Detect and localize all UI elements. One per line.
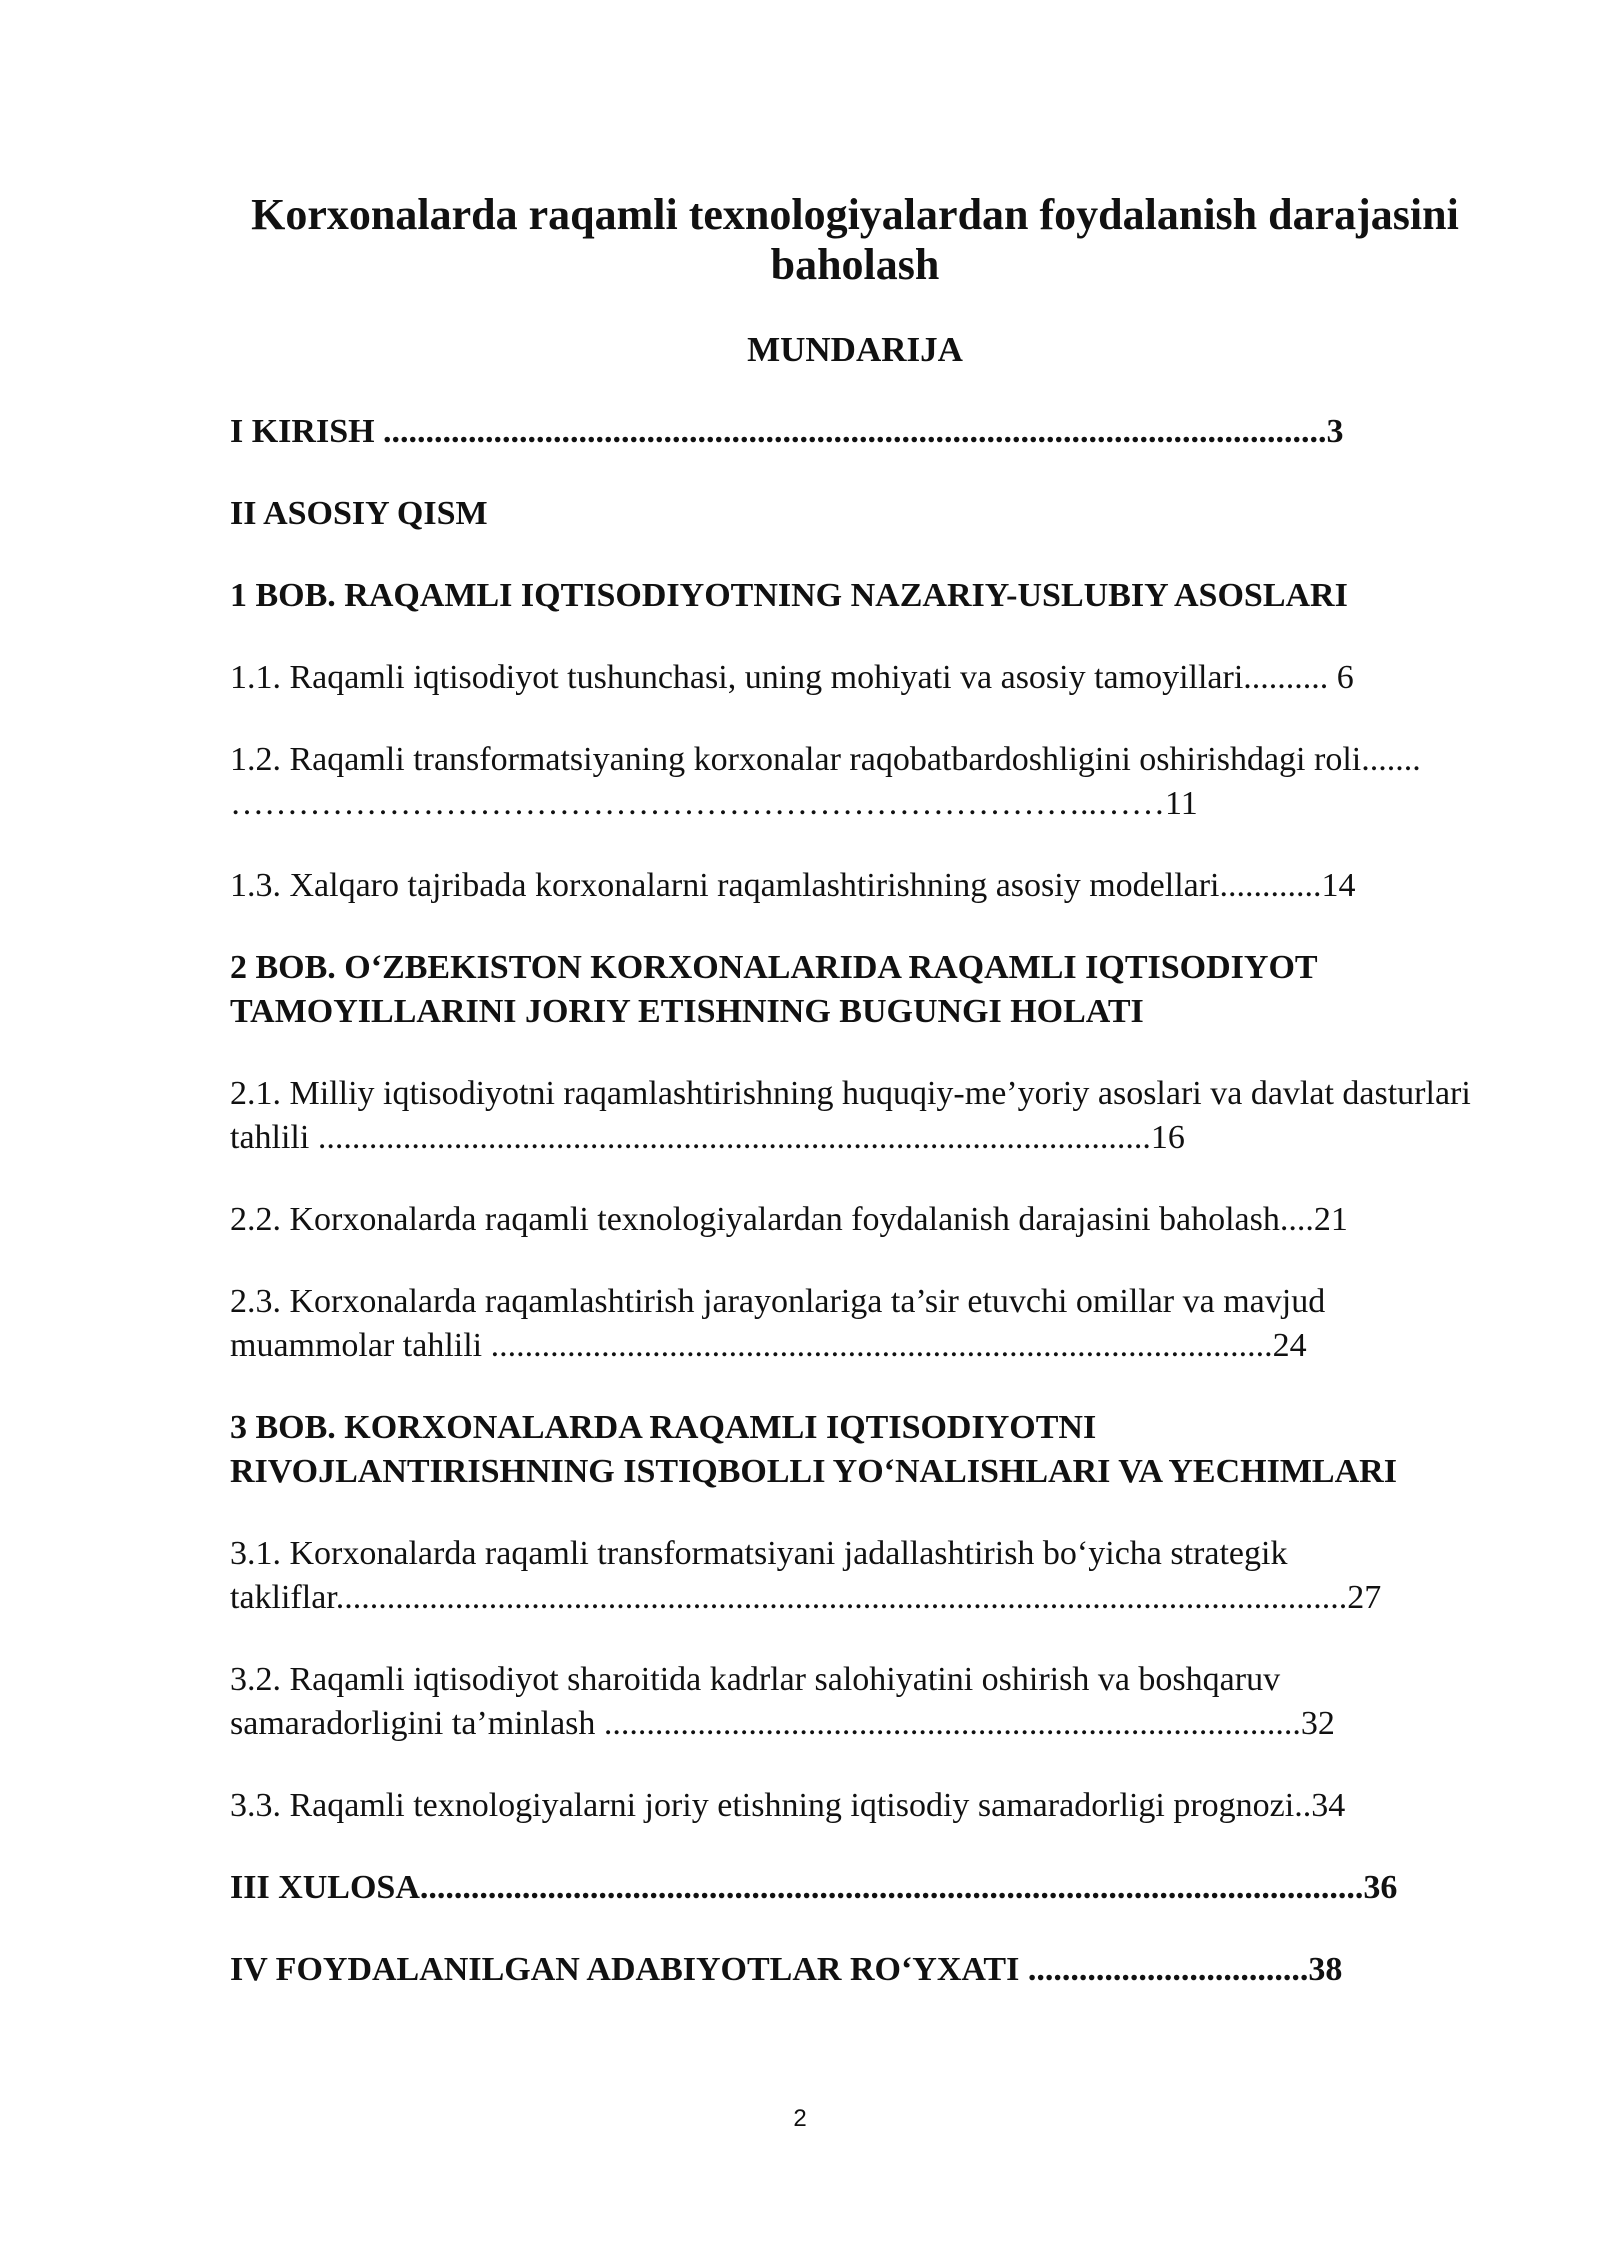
toc-section-1-3: 1.3. Xalqaro tajribada korxonalarni raqamlashtirishning asosiy modellari............14	[230, 867, 1356, 904]
toc-chapter-1: 1 BOB. RAQAMLI IQTISODIYOTNING NAZARIY-USLUBIY ASOSLARI	[230, 577, 1348, 614]
table-of-contents	[230, 410, 1480, 1992]
document-page	[230, 190, 1480, 2030]
document-title: Korxonalarda raqamli texnologiyalardan foydalanish darajasini baholash	[251, 190, 1459, 289]
toc-section-1-1: 1.1. Raqamli iqtisodiyot tushunchasi, uning mohiyati va asosiy tamoyillari.......... 6	[230, 659, 1354, 696]
toc-section-2-1: 2.1. Milliy iqtisodiyotni raqamlashtirishning huquqiy-me’yoriy asoslari va davlat dasturlari tahlili ..................................................................................................16	[230, 1075, 1471, 1156]
toc-entry-asosiy-qism: II ASOSIY QISM	[230, 495, 488, 532]
toc-section-3-2: 3.2. Raqamli iqtisodiyot sharoitida kadrlar salohiyatini oshirish va boshqaruv samaradorligini ta’minlash ..................................................................................32	[230, 1661, 1335, 1742]
toc-heading: MUNDARIJA	[747, 330, 963, 369]
toc-entry-xulosa: III XULOSA...............................................................................................................36	[230, 1869, 1398, 1906]
toc-section-2-2: 2.2. Korxonalarda raqamli texnologiyalardan foydalanish darajasini baholash....21	[230, 1201, 1348, 1238]
toc-chapter-2: 2 BOB. O‘ZBEKISTON KORXONALARIDA RAQAMLI IQTISODIYOT TAMOYILLARINI JORIY ETISHNING BUGUNGI HOLATI	[230, 949, 1317, 1030]
page-number: 2	[793, 2105, 807, 2132]
toc-chapter-3: 3 BOB. KORXONALARDA RAQAMLI IQTISODIYOTNI RIVOJLANTIRISHNING ISTIQBOLLI YO‘NALISHLARI VA YECHIMLARI	[230, 1409, 1397, 1490]
toc-entry-adabiyotlar: IV FOYDALANILGAN ADABIYOTLAR RO‘YXATI .................................38	[230, 1951, 1343, 1988]
toc-section-1-2: 1.2. Raqamli transformatsiyaning korxonalar raqobatbardoshligini oshirishdagi roli....... …………………………………………………………………..……11	[230, 741, 1421, 822]
toc-entry-kirish: I KIRISH ...............................................................................................................3	[230, 413, 1344, 450]
toc-section-3-1: 3.1. Korxonalarda raqamli transformatsiyani jadallashtirish bo‘yicha strategik takliflar.......................................................................................................................27	[230, 1535, 1382, 1616]
toc-section-3-3: 3.3. Raqamli texnologiyalarni joriy etishning iqtisodiy samaradorligi prognozi..34	[230, 1787, 1346, 1824]
toc-section-2-3: 2.3. Korxonalarda raqamlashtirish jarayonlariga ta’sir etuvchi omillar va mavjud muammolar tahlili ............................................................................................24	[230, 1283, 1326, 1364]
